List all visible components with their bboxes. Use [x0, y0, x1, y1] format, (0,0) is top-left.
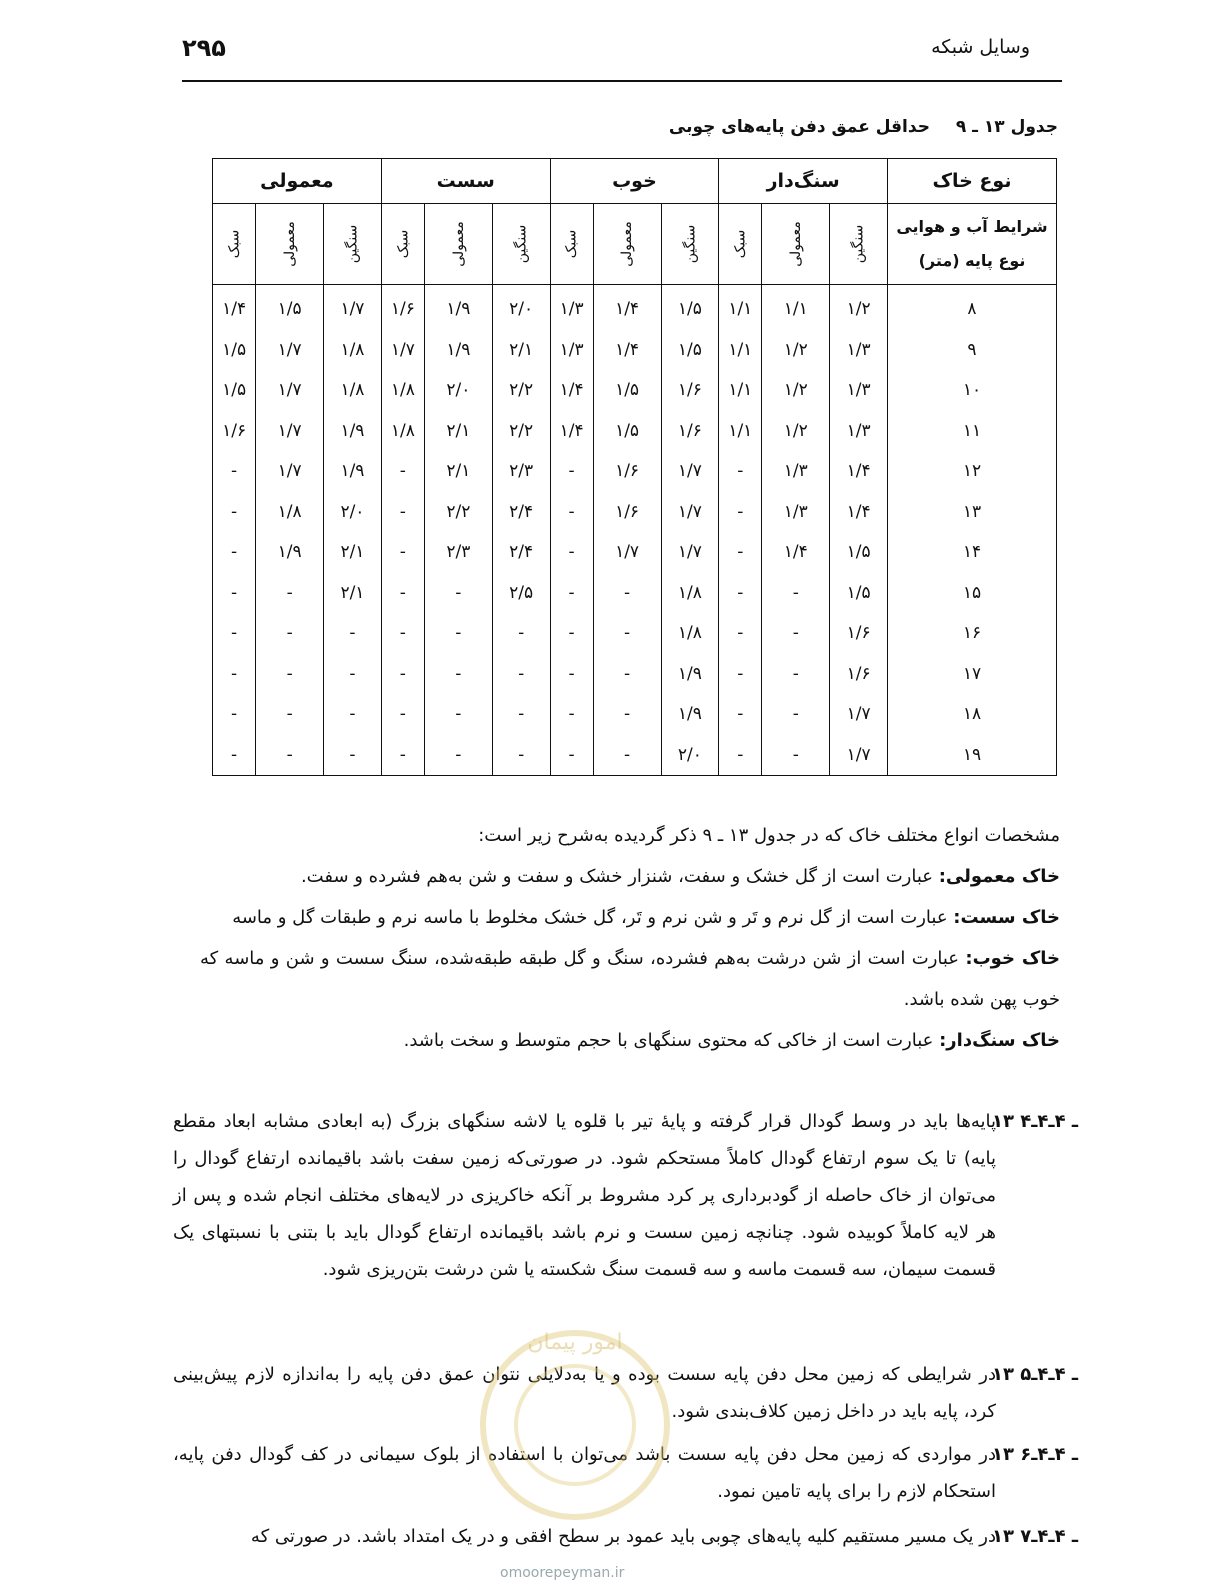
- table-row: [213, 654, 1057, 695]
- depth-cell: -: [424, 735, 492, 776]
- definition-term: خاک معمولی:: [938, 866, 1060, 887]
- condition-subheader: [593, 204, 661, 285]
- condition-subheader: [830, 204, 888, 285]
- depth-cell: ۱/۶: [661, 370, 719, 411]
- depth-cell: -: [593, 613, 661, 654]
- condition-label: سنگین: [344, 224, 361, 264]
- depth-cell: -: [381, 613, 424, 654]
- depth-cell: ۱/۵: [661, 330, 719, 371]
- definition-text: عبارت است از شن درشت به‌هم فشرده، سنگ و گل طبقه طبقه‌شده، سنگ سست و شن و ماسه که خوب پهن شده باشد.: [200, 948, 1060, 1010]
- table-row: [213, 285, 1057, 330]
- depth-cell: ۱/۷: [256, 370, 324, 411]
- table-row: [213, 694, 1057, 735]
- depth-cell: -: [424, 613, 492, 654]
- condition-subheader: [256, 204, 324, 285]
- clause-number: ۱۳ ـ ۴ـ۴ـ۴: [992, 1111, 1078, 1132]
- depth-cell: -: [550, 451, 593, 492]
- depth-cell: -: [492, 694, 550, 735]
- depth-cell: -: [550, 735, 593, 776]
- clause-paragraph: [173, 1518, 1078, 1555]
- depth-cell: -: [381, 735, 424, 776]
- pole-length-cell: ۱۷: [888, 654, 1057, 695]
- pole-length-cell: ۱۶: [888, 613, 1057, 654]
- condition-subheader: [492, 204, 550, 285]
- depth-cell: ۱/۵: [213, 370, 256, 411]
- condition-subheader: [762, 204, 830, 285]
- depth-cell: -: [492, 735, 550, 776]
- condition-subheader: [661, 204, 719, 285]
- depth-cell: -: [256, 654, 324, 695]
- depth-cell: ۱/۳: [830, 330, 888, 371]
- depth-cell: ۱/۴: [593, 285, 661, 330]
- depth-cell: -: [719, 532, 762, 573]
- condition-label: سنگین: [513, 224, 530, 264]
- condition-label: سبک: [226, 229, 243, 259]
- depth-cell: ۱/۷: [256, 330, 324, 371]
- depth-cell: -: [593, 573, 661, 614]
- depth-cell: ۲/۲: [424, 492, 492, 533]
- depth-cell: ۱/۵: [213, 330, 256, 371]
- depth-cell: ۲/۳: [492, 451, 550, 492]
- depth-cell: ۲/۰: [424, 370, 492, 411]
- depth-cell: ۲/۰: [492, 285, 550, 330]
- pole-length-cell: ۱۹: [888, 735, 1057, 776]
- watermark-url: omoorepeyman.ir: [500, 1565, 625, 1581]
- pole-length-cell: ۱۰: [888, 370, 1057, 411]
- table-row: [213, 573, 1057, 614]
- definition-text: عبارت است از گل نرم و تَر و شن نرم و تَر، گل خشک مخلوط با ماسه نرم و طبقات گل و ماسه: [232, 907, 954, 928]
- depth-cell: ۱/۶: [830, 654, 888, 695]
- depth-cell: -: [213, 573, 256, 614]
- depth-cell: ۱/۹: [661, 694, 719, 735]
- depth-cell: ۱/۶: [381, 285, 424, 330]
- depth-cell: ۱/۷: [381, 330, 424, 371]
- depth-cell: ۲/۱: [324, 532, 382, 573]
- depth-cell: -: [719, 735, 762, 776]
- depth-cell: -: [719, 451, 762, 492]
- pole-length-cell: ۹: [888, 330, 1057, 371]
- depth-cell: ۱/۷: [661, 532, 719, 573]
- depth-cell: ۱/۷: [324, 285, 382, 330]
- depth-cell: ۲/۱: [324, 573, 382, 614]
- soil-group-header: سست: [381, 159, 550, 204]
- depth-cell: -: [381, 451, 424, 492]
- depth-cell: -: [719, 654, 762, 695]
- depth-cell: ۱/۱: [719, 285, 762, 330]
- depth-cell: ۱/۹: [324, 451, 382, 492]
- clause-text: در یک مسیر مستقیم کلیه پایه‌های چوبی باید عمود بر سطح افقی و در یک امتداد باشد. در صورتی که: [250, 1526, 996, 1547]
- depth-cell: ۲/۰: [661, 735, 719, 776]
- depth-cell: ۱/۹: [424, 330, 492, 371]
- soil-definition: [200, 938, 1060, 1020]
- clause-text: پایه‌ها باید در وسط گودال قرار گرفته و پایهٔ تیر با قلوه یا لاشه سنگهای بزرگ (به ابعادی مشابه ابعاد مقطع پایه) تا یک سوم ارتفاع گودال کاملاً مستحکم شود. در صورتی‌که زمین سفت باشد باقیمانده ارتفاع گودال را می‌توان از خاک حاصله از گودبرداری پر کرد مشروط بر آنکه خاکریزی در لایه‌های مختلف انجام شده و پس از هر لایه کاملاً کوبیده شود. چنانچه زمین سست و نرم باشد باقیمانده ارتفاع گودال باید با بتنی با نسبتهای یک قسمت سیمان، سه قسمت ماسه و سه قسمت سنگ شکسته یا شن درشت بتن‌ریزی شود.: [173, 1111, 996, 1280]
- clause-paragraph: [173, 1103, 1078, 1288]
- depth-cell: ۱/۴: [213, 285, 256, 330]
- depth-cell: -: [550, 654, 593, 695]
- depth-cell: ۱/۴: [593, 330, 661, 371]
- depth-cell: ۲/۳: [424, 532, 492, 573]
- depth-cell: ۱/۳: [550, 285, 593, 330]
- depth-cell: -: [762, 613, 830, 654]
- depth-cell: ۱/۹: [424, 285, 492, 330]
- depth-cell: -: [719, 613, 762, 654]
- clause-number: ۱۳ ـ ۴ـ۴ـ۷: [992, 1526, 1078, 1547]
- pole-length-cell: ۱۱: [888, 411, 1057, 452]
- intro-text: مشخصات انواع مختلف خاک که در جدول ۱۳ ـ ۹ ذکر گردیده به‌شرح زیر است:: [478, 825, 1060, 846]
- depth-cell: ۲/۱: [424, 411, 492, 452]
- table-row: [213, 532, 1057, 573]
- depth-cell: ۱/۶: [213, 411, 256, 452]
- soil-group-header: خوب: [550, 159, 719, 204]
- depth-cell: -: [381, 694, 424, 735]
- table-row: [213, 492, 1057, 533]
- definition-term: خاک سست:: [953, 907, 1060, 928]
- depth-cell: -: [762, 735, 830, 776]
- clause-text: در شرایطی که زمین محل دفن پایه سست بوده و یا به‌دلایلی نتوان عمق دفن پایه را به‌اندازه لازم پیش‌بینی کرد، پایه باید در داخل زمین کلاف‌بندی شود.: [173, 1364, 996, 1422]
- condition-subheader: [550, 204, 593, 285]
- depth-cell: ۱/۴: [550, 370, 593, 411]
- header-rule: [182, 80, 1062, 82]
- depth-cell: ۱/۱: [719, 330, 762, 371]
- depth-cell: ۱/۲: [762, 411, 830, 452]
- condition-subheader: [381, 204, 424, 285]
- depth-cell: ۱/۵: [593, 370, 661, 411]
- pole-length-cell: ۱۵: [888, 573, 1057, 614]
- table-row: [213, 451, 1057, 492]
- depth-cell: -: [719, 694, 762, 735]
- depth-cell: ۲/۴: [492, 492, 550, 533]
- depth-cell: ۱/۸: [256, 492, 324, 533]
- depth-cell: ۱/۶: [593, 492, 661, 533]
- depth-cell: -: [324, 694, 382, 735]
- depth-cell: ۲/۱: [492, 330, 550, 371]
- condition-label: معمولی: [281, 221, 298, 267]
- depth-cell: ۱/۷: [830, 735, 888, 776]
- depth-cell: ۱/۳: [550, 330, 593, 371]
- pole-length-cell: ۱۳: [888, 492, 1057, 533]
- depth-cell: ۱/۷: [661, 451, 719, 492]
- depth-cell: -: [550, 613, 593, 654]
- depth-cell: ۲/۱: [424, 451, 492, 492]
- depth-cell: ۱/۷: [661, 492, 719, 533]
- depth-cell: ۲/۲: [492, 370, 550, 411]
- condition-subheader: [719, 204, 762, 285]
- depth-cell: -: [256, 613, 324, 654]
- depth-cell: ۱/۲: [762, 330, 830, 371]
- depth-cell: ۱/۴: [762, 532, 830, 573]
- depth-cell: ۱/۵: [256, 285, 324, 330]
- depth-cell: ۱/۹: [324, 411, 382, 452]
- depth-cell: -: [719, 573, 762, 614]
- depth-cell: ۲/۵: [492, 573, 550, 614]
- pole-length-cell: ۱۸: [888, 694, 1057, 735]
- depth-cell: ۱/۷: [830, 694, 888, 735]
- soil-group-header: معمولی: [213, 159, 382, 204]
- depth-cell: -: [324, 613, 382, 654]
- soil-type-header: نوع خاک: [888, 159, 1057, 204]
- depth-cell: -: [213, 694, 256, 735]
- clause-text: در مواردی که زمین محل دفن پایه سست باشد می‌توان با استفاده از بلوک سیمانی در کف گودال دفن پایه، استحکام لازم را برای پایه تامین نمود.: [173, 1444, 996, 1502]
- condition-subheader: [213, 204, 256, 285]
- condition-subheader: [324, 204, 382, 285]
- depth-cell: ۱/۲: [762, 370, 830, 411]
- depth-cell: -: [324, 654, 382, 695]
- soil-group-header: سنگ‌دار: [719, 159, 888, 204]
- depth-cell: ۱/۵: [661, 285, 719, 330]
- depth-cell: ۱/۸: [661, 613, 719, 654]
- depth-cell: ۱/۶: [830, 613, 888, 654]
- pole-length-cell: ۱۴: [888, 532, 1057, 573]
- condition-header: [888, 204, 1057, 285]
- condition-label: معمولی: [787, 221, 804, 267]
- depth-cell: -: [719, 492, 762, 533]
- depth-cell: ۱/۳: [830, 370, 888, 411]
- definition-text: عبارت است از خاکی که محتوی سنگهای با حجم متوسط و سخت باشد.: [403, 1030, 940, 1051]
- depth-cell: ۲/۲: [492, 411, 550, 452]
- definition-term: خاک سنگ‌دار:: [939, 1030, 1060, 1051]
- depth-cell: ۱/۸: [381, 370, 424, 411]
- depth-cell: -: [762, 694, 830, 735]
- depth-cell: ۱/۹: [661, 654, 719, 695]
- climate-label: شرایط آب و هوایی: [896, 217, 1048, 236]
- clause-number: ۱۳ ـ ۴ـ۴ـ۵: [992, 1364, 1078, 1385]
- depth-cell: -: [550, 573, 593, 614]
- depth-cell: ۱/۴: [550, 411, 593, 452]
- depth-cell: ۱/۵: [830, 532, 888, 573]
- depth-cell: -: [550, 532, 593, 573]
- pole-type-label: نوع پایه (متر): [918, 251, 1026, 270]
- depth-cell: -: [324, 735, 382, 776]
- depth-cell: -: [381, 654, 424, 695]
- watermark-seal: [480, 1330, 670, 1520]
- depth-cell: -: [550, 492, 593, 533]
- condition-label: معمولی: [619, 221, 636, 267]
- depth-cell: -: [593, 654, 661, 695]
- burial-depth-table: [212, 158, 1057, 776]
- depth-cell: -: [424, 654, 492, 695]
- depth-cell: -: [256, 735, 324, 776]
- depth-cell: -: [213, 451, 256, 492]
- condition-label: سبک: [563, 229, 580, 259]
- depth-cell: -: [213, 532, 256, 573]
- table-row: [213, 411, 1057, 452]
- depth-cell: -: [213, 654, 256, 695]
- depth-cell: -: [213, 492, 256, 533]
- depth-cell: ۱/۷: [256, 451, 324, 492]
- table-caption: [669, 117, 1058, 137]
- depth-cell: ۱/۳: [830, 411, 888, 452]
- depth-cell: ۱/۷: [256, 411, 324, 452]
- depth-cell: ۲/۰: [324, 492, 382, 533]
- table-row: [213, 330, 1057, 371]
- table-row: [213, 735, 1057, 776]
- clause-number: ۱۳ ـ ۴ـ۴ـ۶: [992, 1444, 1078, 1465]
- soil-definition: [200, 856, 1060, 897]
- watermark-text: امور پیمان: [527, 1330, 623, 1355]
- depth-cell: -: [381, 532, 424, 573]
- table-caption-title: حداقل عمق دفن پایه‌های چوبی: [668, 117, 930, 137]
- depth-cell: -: [762, 654, 830, 695]
- depth-cell: ۱/۵: [593, 411, 661, 452]
- depth-cell: -: [593, 735, 661, 776]
- depth-cell: ۱/۸: [324, 330, 382, 371]
- soil-definition: [200, 897, 1060, 938]
- depth-cell: -: [492, 654, 550, 695]
- depth-cell: ۱/۱: [762, 285, 830, 330]
- table-row: [213, 613, 1057, 654]
- depth-cell: -: [593, 694, 661, 735]
- condition-label: سبک: [732, 229, 749, 259]
- depth-cell: -: [256, 694, 324, 735]
- depth-cell: ۱/۶: [593, 451, 661, 492]
- depth-cell: -: [213, 735, 256, 776]
- depth-cell: ۱/۴: [830, 492, 888, 533]
- depth-cell: ۱/۵: [830, 573, 888, 614]
- table-row: [213, 370, 1057, 411]
- depth-cell: ۱/۱: [719, 411, 762, 452]
- pole-length-cell: ۱۲: [888, 451, 1057, 492]
- watermark-ring: [514, 1364, 636, 1486]
- depth-cell: ۱/۴: [830, 451, 888, 492]
- page-header: [182, 34, 1030, 74]
- soil-definition: [200, 1020, 1060, 1061]
- table-caption-number: جدول ۱۳ ـ ۹: [955, 117, 1058, 137]
- depth-cell: ۱/۸: [324, 370, 382, 411]
- depth-cell: -: [381, 492, 424, 533]
- depth-cell: ۱/۳: [762, 451, 830, 492]
- depth-cell: -: [762, 573, 830, 614]
- depth-cell: ۱/۹: [256, 532, 324, 573]
- condition-label: سبک: [394, 229, 411, 259]
- soil-definitions: [200, 815, 1060, 1061]
- depth-cell: ۱/۳: [762, 492, 830, 533]
- depth-cell: ۱/۷: [593, 532, 661, 573]
- condition-label: سنگین: [681, 224, 698, 264]
- depth-cell: -: [550, 694, 593, 735]
- depth-cell: -: [492, 613, 550, 654]
- depth-cell: ۱/۶: [661, 411, 719, 452]
- depth-cell: -: [213, 613, 256, 654]
- depth-cell: ۱/۸: [381, 411, 424, 452]
- condition-label: سنگین: [850, 224, 867, 264]
- depth-cell: ۲/۴: [492, 532, 550, 573]
- depth-cell: ۱/۲: [830, 285, 888, 330]
- pole-length-cell: ۸: [888, 285, 1057, 330]
- definition-text: عبارت است از گل خشک و سفت، شنزار خشک و سفت و شن به‌هم فشرده و سفت.: [300, 866, 939, 887]
- depth-cell: ۱/۱: [719, 370, 762, 411]
- depth-cell: -: [256, 573, 324, 614]
- condition-label: معمولی: [450, 221, 467, 267]
- definition-term: خاک خوب:: [965, 948, 1060, 969]
- chapter-title: وسایل شبکه: [931, 36, 1030, 58]
- depth-cell: -: [424, 694, 492, 735]
- depth-cell: -: [424, 573, 492, 614]
- depth-cell: -: [381, 573, 424, 614]
- condition-subheader: [424, 204, 492, 285]
- page-number: ۲۹۵: [182, 34, 226, 62]
- depth-cell: ۱/۸: [661, 573, 719, 614]
